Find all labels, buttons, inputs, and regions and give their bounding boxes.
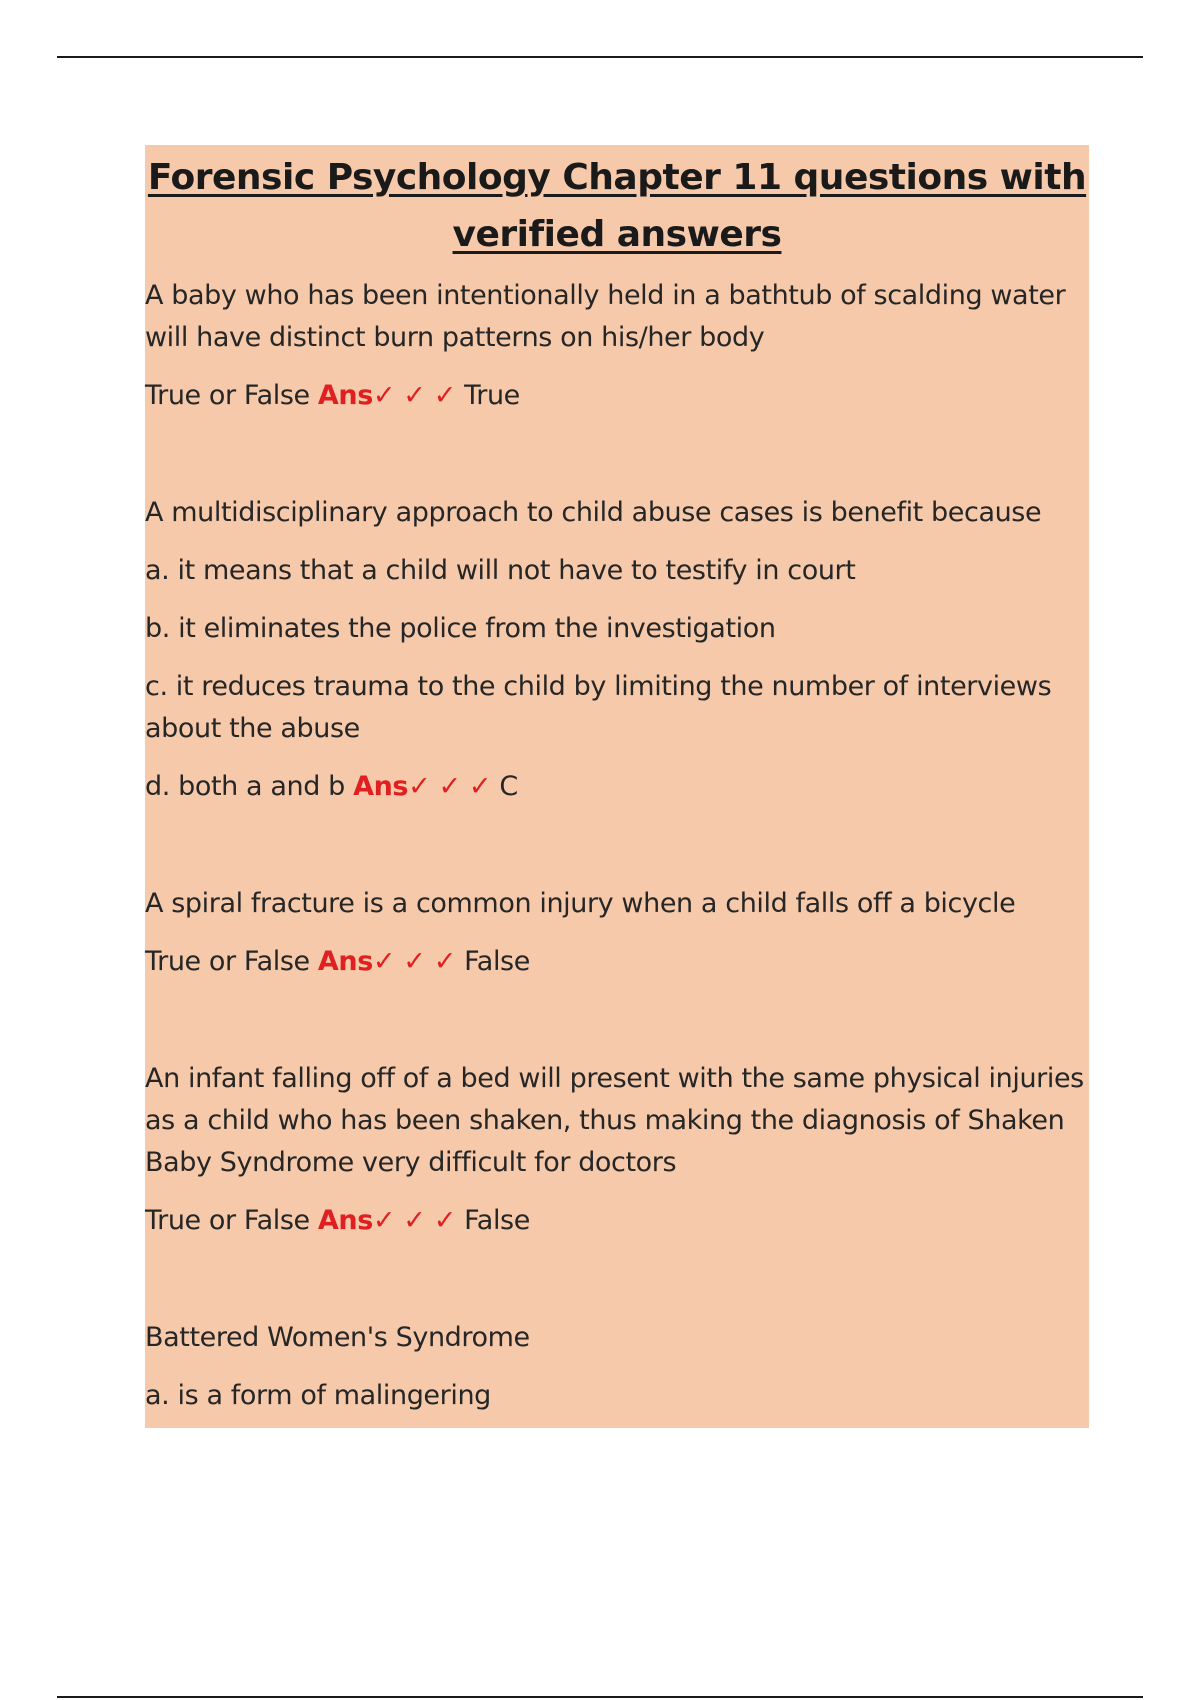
question-2-option-a: a. it means that a child will not have to testify in court bbox=[145, 555, 856, 586]
answer-marker: Ans bbox=[317, 1205, 373, 1236]
question-2-text: A multidisciplinary approach to child abuse cases is benefit because bbox=[145, 497, 1042, 528]
question-2-option-b: b. it eliminates the police from the investigation bbox=[145, 613, 776, 644]
answer-marker: Ans bbox=[317, 380, 373, 411]
question-4-text: An infant falling off of a bed will present with the same physical injuries as a child who has been shaken, thus making the diagnosis of Shaken Baby Syndrome very difficult for doctors bbox=[145, 1063, 1084, 1178]
checkmarks-icon: ✓ ✓ ✓ bbox=[408, 771, 492, 802]
question-2-answer-line bbox=[145, 766, 1089, 808]
question-3-answer-line bbox=[145, 941, 1089, 983]
question-3-prompt: True or False bbox=[145, 946, 310, 977]
question-1-text: A baby who has been intentionally held in a bathtub of scalding water will have distinct burn patterns on his/her body bbox=[145, 280, 1066, 353]
bottom-rule bbox=[57, 1696, 1143, 1698]
question-5-option-a: a. is a form of malingering bbox=[145, 1380, 491, 1411]
answer-marker: Ans bbox=[353, 771, 409, 802]
question-1-answer-line bbox=[145, 375, 1089, 417]
checkmarks-icon: ✓ ✓ ✓ bbox=[372, 1205, 456, 1236]
question-4-answer: False bbox=[464, 1205, 530, 1236]
answer-marker: Ans bbox=[317, 946, 373, 977]
document-content bbox=[145, 145, 1089, 1428]
document-title bbox=[145, 145, 1089, 263]
question-3-text: A spiral fracture is a common injury when a child falls off a bicycle bbox=[145, 888, 1016, 919]
question-2-answer: C bbox=[499, 771, 518, 802]
question-1-answer: True bbox=[464, 380, 520, 411]
checkmarks-icon: ✓ ✓ ✓ bbox=[372, 946, 456, 977]
top-rule bbox=[57, 56, 1143, 58]
title-line-2: verified answers bbox=[452, 214, 782, 255]
question-4-prompt: True or False bbox=[145, 1205, 310, 1236]
question-2-option-d: d. both a and b bbox=[145, 771, 345, 802]
checkmarks-icon: ✓ ✓ ✓ bbox=[372, 380, 456, 411]
question-1-prompt: True or False bbox=[145, 380, 310, 411]
question-5-text: Battered Women's Syndrome bbox=[145, 1322, 530, 1353]
title-line-1: Forensic Psychology Chapter 11 questions with bbox=[147, 157, 1087, 198]
question-2-option-c: c. it reduces trauma to the child by limiting the number of interviews about the abuse bbox=[145, 671, 1052, 744]
question-3-answer: False bbox=[464, 946, 530, 977]
question-4-answer-line bbox=[145, 1200, 1089, 1242]
